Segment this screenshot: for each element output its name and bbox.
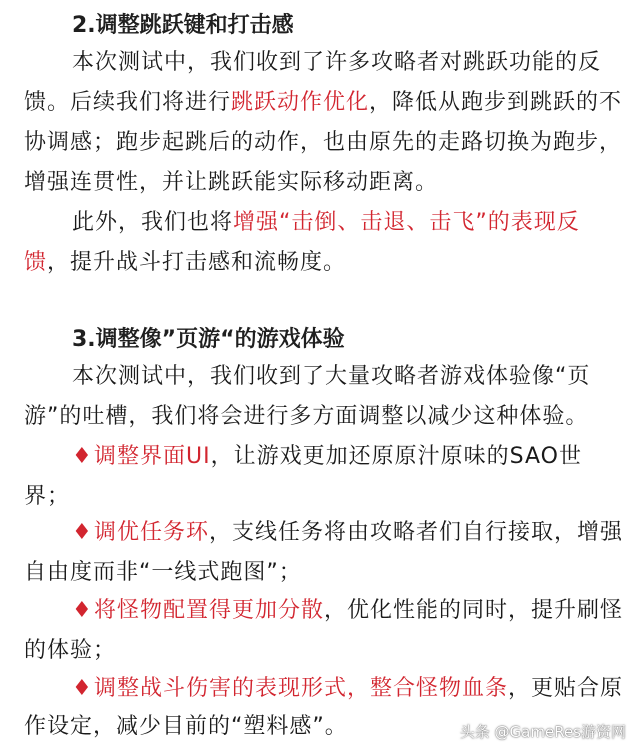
s2-p2-line-1 — [72, 208, 580, 238]
s3-bullet-3-cont: 的体验； — [24, 638, 117, 663]
s3-bullet-3 — [72, 596, 623, 626]
s3-bullet-2 — [72, 518, 623, 548]
section-3-heading: 3.调整像”页游“的游戏体验 — [72, 327, 345, 352]
s3-bullet-3-text: ，优化性能的同时，提升刷怪 — [324, 598, 624, 623]
section-2-heading: 2.调整跳跃键和打击感 — [72, 13, 294, 38]
s2-p1-line-2-a: 馈。后续我们将进行 — [24, 90, 232, 115]
diamond-bullet-icon: ♦ — [72, 520, 93, 545]
s2-highlight-feedback-cont: 馈 — [24, 250, 48, 275]
s2-p2-line-2-b: ，提升战斗打击感和流畅度。 — [47, 250, 347, 275]
s2-p1-line-2 — [24, 88, 622, 118]
s2-highlight-feedback: 增强“击倒、击退、击飞”的表现反 — [233, 210, 580, 235]
s3-intro-line-1: 本次测试中，我们收到了大量攻略者游戏体验像“页 — [72, 364, 591, 389]
s2-p1-line-2-b: ，降低从跑步到跳跃的不 — [369, 90, 623, 115]
diamond-bullet-icon: ♦ — [72, 676, 93, 701]
s3-bullet-3-highlight: 将怪物配置得更加分散 — [94, 598, 325, 623]
s3-intro-line-2: 游”的吐槽，我们将会进行多方面调整以减少这种体验。 — [24, 404, 589, 429]
s3-bullet-1 — [72, 442, 582, 472]
source-watermark: 头条 @GameRes游资网 — [459, 723, 626, 741]
diamond-bullet-icon: ♦ — [72, 598, 93, 623]
s3-bullet-1-text: ，让游戏更加还原原汁原味的SAO世 — [210, 444, 582, 469]
s3-bullet-4-text: ，更贴合原 — [508, 676, 624, 701]
s3-bullet-4-highlight: 调整战斗伤害的表现形式，整合怪物血条 — [94, 676, 509, 701]
s2-p2-line-1-a: 此外，我们也将 — [72, 210, 234, 235]
diamond-bullet-icon: ♦ — [72, 444, 93, 469]
s3-bullet-2-text: ，支线任务将由攻略者们自行接取，增强 — [209, 520, 624, 545]
s2-p2-line-2 — [24, 248, 346, 278]
s2-p1-line-3: 协调感；跑步起跳后的动作，也由原先的走路切换为跑步， — [24, 130, 623, 155]
s3-bullet-4 — [72, 674, 623, 704]
s3-bullet-1-cont: 界； — [24, 484, 71, 509]
s3-bullet-2-cont: 自由度而非“一线式跑图”； — [24, 560, 302, 585]
s2-p1-line-1: 本次测试中，我们收到了许多攻略者对跳跃功能的反 — [72, 50, 602, 75]
s2-p1-line-4: 增强连贯性，并让跳跃能实际移动距离。 — [24, 170, 439, 195]
s3-bullet-1-highlight: 调整界面UI — [94, 444, 211, 469]
s3-bullet-4-cont: 作设定，减少目前的“塑料感”。 — [24, 714, 348, 739]
s3-bullet-2-highlight: 调优任务环 — [94, 520, 210, 545]
s2-highlight-jump-optimization: 跳跃动作优化 — [231, 90, 370, 115]
